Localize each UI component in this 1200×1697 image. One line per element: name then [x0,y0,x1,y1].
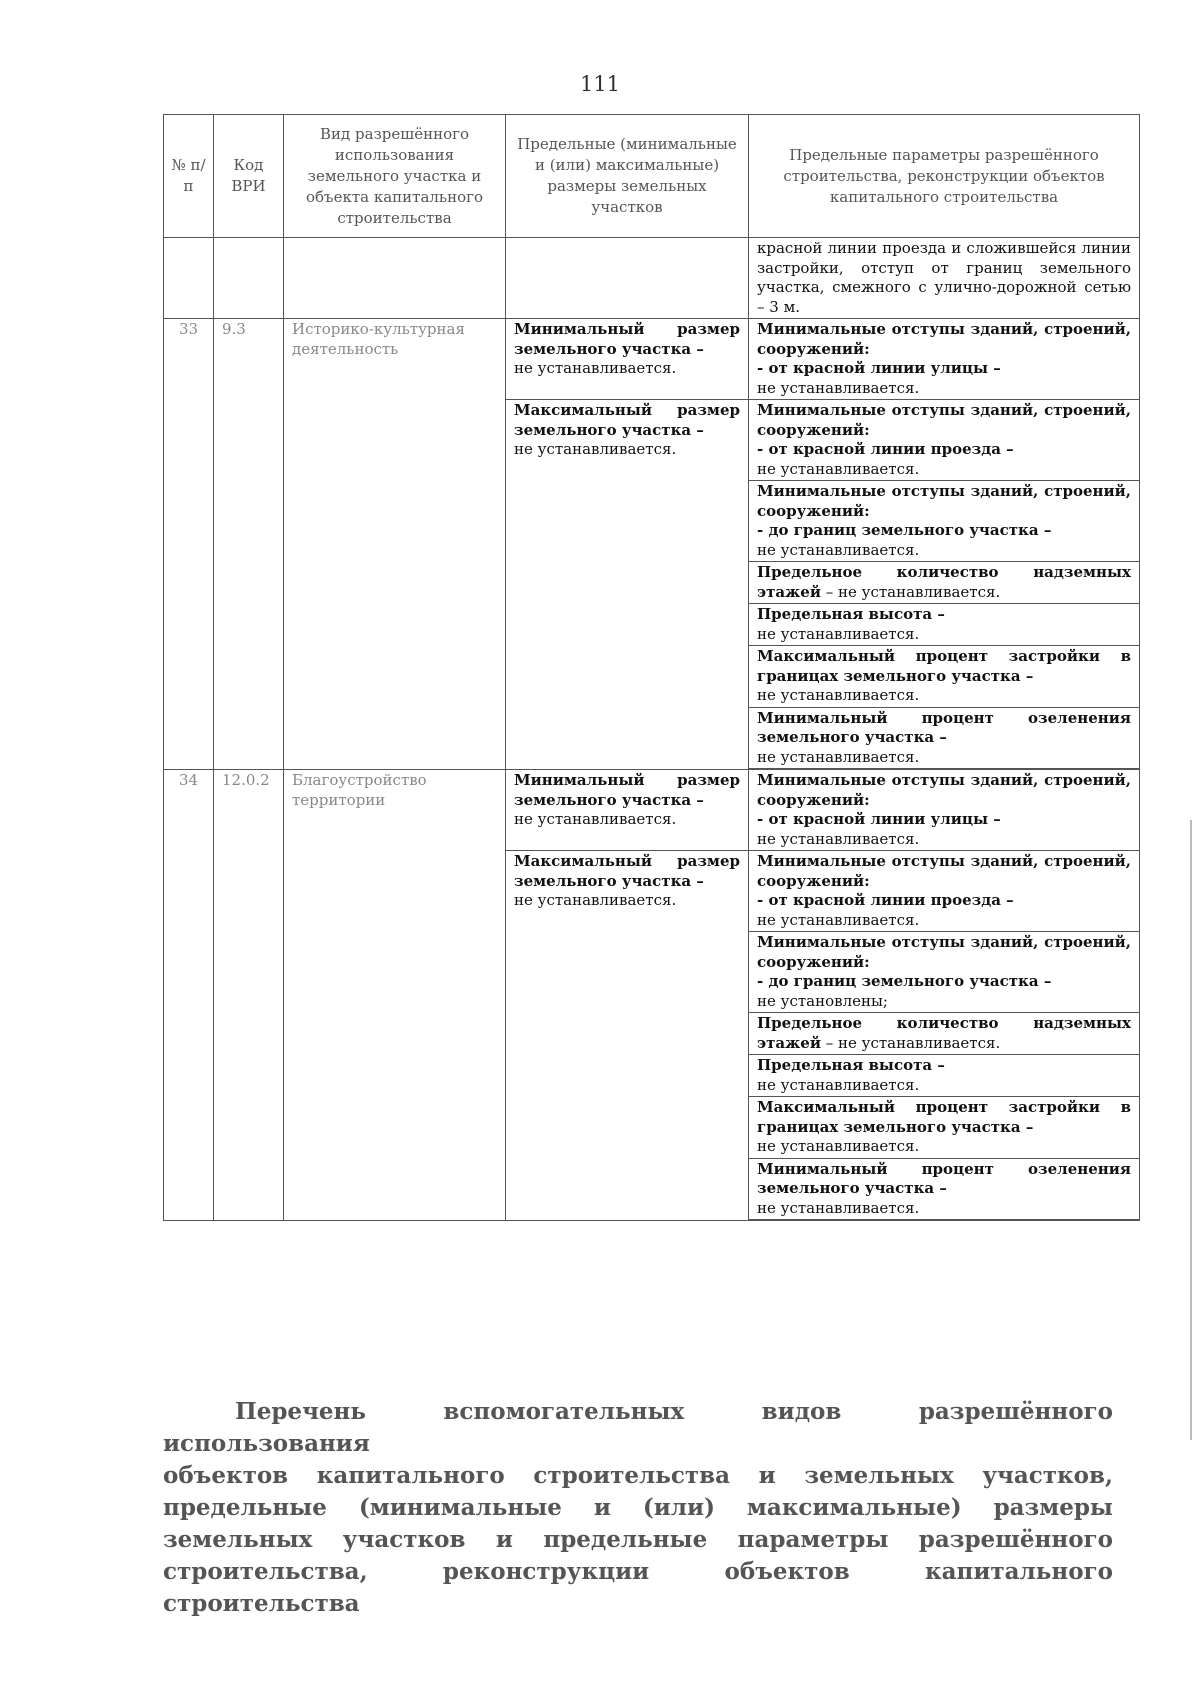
param-item: - от красной линии проезда – [757,891,1014,909]
param-title: Минимальные отступы зданий, строений, сооружений: [757,933,1131,971]
param-cell [749,770,1140,851]
param-value: не устанавливается. [757,459,920,478]
param-item: - от красной линии проезда – [757,440,1014,458]
param-title: Максимальный процент застройки в границах земельного участка – [757,647,1131,685]
size-max-value: не устанавливается. [514,440,677,458]
row-code: 12.0.2 [214,770,284,1221]
param-title: Минимальный процент озеленения земельного участка – [757,1159,1131,1197]
param-cell [749,1097,1140,1159]
size-max-title: Максимальный размер земельного участка – [514,852,740,890]
row-number: 33 [164,319,214,770]
spacer-cell [749,1220,1140,1221]
table-header-row [164,115,1140,238]
size-min-title: Минимальный размер земельного участка – [514,320,740,358]
param-value: не устанавливается. [757,686,920,704]
empty-cell [284,238,506,319]
size-max-cell [506,400,749,770]
param-value: не устанавливается. [757,624,920,643]
header-code: Код ВРИ [214,115,284,238]
param-title: Минимальные отступы зданий, строений, сооружений: [757,482,1131,520]
param-cell [749,1055,1140,1097]
param-title: Предельная высота – [757,1056,945,1074]
size-min-value: не устанавливается. [514,810,677,828]
table-row-continuation [164,238,1140,319]
size-min-title: Минимальный размер земельного участка – [514,771,740,809]
param-title: Минимальные отступы зданий, строений, сооружений: [757,771,1131,809]
param-cell [749,1013,1140,1055]
param-title: Минимальный процент озеленения земельного участка – [757,708,1131,746]
param-cell [749,400,1140,481]
param-item: - до границ земельного участка – [757,521,1052,539]
param-item: - от красной линии улицы – [757,359,1001,377]
param-value: не устанавливается. [757,829,920,848]
param-value: не устанавливается. [757,378,920,397]
param-cell [749,562,1140,604]
param-title: Минимальные отступы зданий, строений, сооружений: [757,320,1131,358]
header-params: Предельные параметры разрешённого строительства, реконструкции объектов капитального строительства [749,115,1140,238]
param-cell [749,707,1140,769]
param-title: Предельное количество надземных этажей [757,1014,1131,1052]
row-number: 34 [164,770,214,1221]
continuation-cell: красной линии проезда и сложившейся линии застройки, отступ от границ земельного участка, смежного с улично-дорожной сетью – 3 м. [749,238,1140,319]
param-value: не устанавливается. [757,1198,920,1217]
table-row [164,319,1140,400]
empty-cell [214,238,284,319]
param-item: - от красной линии улицы – [757,810,1001,828]
param-title: Максимальный процент застройки в границах земельного участка – [757,1098,1131,1136]
page-number: 111 [579,72,621,96]
param-cell [749,604,1140,646]
size-min-cell [506,319,749,400]
size-max-value: не устанавливается. [514,891,677,909]
param-title: Предельная высота – [757,605,945,623]
row-use: Благоустройство территории [284,770,506,1221]
param-cell [749,932,1140,1013]
heading-line-1: Перечень вспомогательных видов разрешённого использования [163,1398,1113,1457]
param-item: - до границ земельного участка – [757,972,1052,990]
param-title: Минимальные отступы зданий, строений, сооружений: [757,852,1131,890]
header-use: Вид разрешённого использования земельного участка и объекта капитального строительства [284,115,506,238]
empty-cell [164,238,214,319]
param-value: не установлены; [757,991,888,1010]
section-heading [163,1396,1113,1620]
param-cell [749,319,1140,400]
param-value: не устанавливается. [757,747,920,766]
land-use-table [163,114,1140,1221]
header-number: № п/п [164,115,214,238]
param-cell [749,646,1140,708]
param-value: не устанавливается. [757,910,920,929]
param-cell [749,481,1140,562]
heading-rest: объектов капитального строительства и земельных участков, предельные (минимальные и (или) максимальные) размеры земельных участков и предельные параметры разрешённого строительства, реконструкции объектов капитального строительства [163,1462,1113,1617]
row-use: Историко-культурная деятельность [284,319,506,770]
param-value: не устанавливается. [757,1075,920,1094]
param-value: – не устанавливается. [820,1033,1001,1052]
size-min-cell [506,770,749,851]
param-value: не устанавливается. [757,540,920,559]
param-title: Предельное количество надземных этажей [757,563,1131,601]
size-max-title: Максимальный размер земельного участка – [514,401,740,439]
empty-cell [506,238,749,319]
scan-margin-line [1190,820,1192,1440]
param-cell [749,851,1140,932]
param-value: – не устанавливается. [820,582,1001,601]
param-value: не устанавливается. [757,1137,920,1155]
header-size: Предельные (минимальные и (или) максимальные) размеры земельных участков [506,115,749,238]
table-row [164,770,1140,851]
size-min-value: не устанавливается. [514,359,677,377]
param-cell [749,1158,1140,1220]
size-max-cell [506,851,749,1221]
row-code: 9.3 [214,319,284,770]
param-title: Минимальные отступы зданий, строений, сооружений: [757,401,1131,439]
